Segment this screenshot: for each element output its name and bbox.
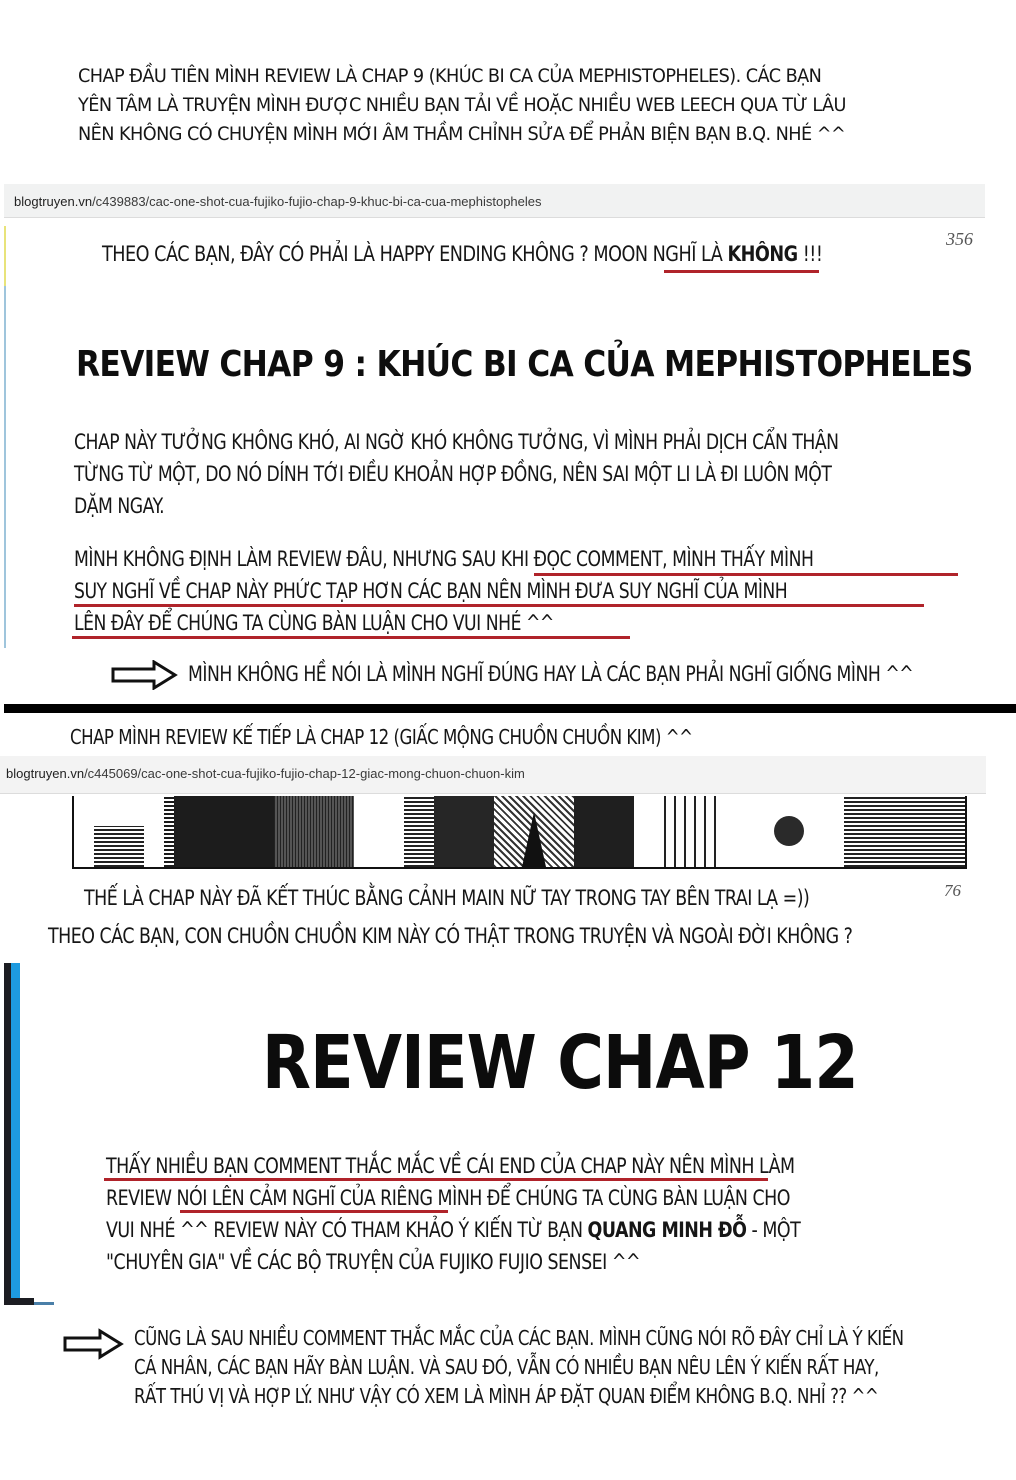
- chap12-caption-2: THEO CÁC BẠN, CON CHUỒN CHUỒN KIM NÀY CÓ THẬT TRONG TRUYỆN VÀ NGOÀI ĐỜI KHÔNG ?: [48, 924, 853, 948]
- page-number-76: 76: [944, 881, 961, 900]
- url-bar-chap12[interactable]: [0, 756, 986, 794]
- underline-p2-2: [74, 604, 924, 607]
- chap12-paragraph: THẤY NHIỀU BẠN COMMENT THẮC MẮC VỀ CÁI END CỦA CHAP NÀY NÊN MÌNH LÀM REVIEW NÓI LÊN CẢM NGHĨ CỦA RIÊNG MÌNH ĐỂ CHÚNG TA CÙNG BÀN LUẬN CHO VUI NHÉ ^^ REVIEW NÀY CÓ THAM KHẢO Ý KIẾN TỪ BẠN QUANG MINH ĐỖ - MỘT "CHUYÊN GIA" VỀ CÁC BỘ TRUYỆN CỦA FUJIKO FUJIO SENSEI ^^: [106, 1154, 801, 1274]
- intro-text: [78, 62, 846, 149]
- underline-p2-1: [534, 573, 958, 576]
- arrow-right-icon: [110, 660, 178, 690]
- side-bar-accent: [4, 963, 11, 1305]
- intro-line: CHAP ĐẦU TIÊN MÌNH REVIEW LÀ CHAP 9 (KHÚC BI CA CỦA MEPHISTOPHELES). CÁC BẠN: [78, 65, 822, 87]
- chap9-heading: REVIEW CHAP 9 : KHÚC BI CA CỦA MEPHISTOPHELES: [76, 344, 973, 385]
- manga-panel-image: [72, 796, 967, 869]
- underline-p2-3: [72, 636, 630, 639]
- arrow-right-icon: [62, 1328, 124, 1360]
- url-bar-chap9[interactable]: [4, 184, 985, 218]
- underline-moon: [664, 270, 819, 273]
- side-bar-bottom-tail: [34, 1302, 54, 1305]
- side-bar-blue: [11, 963, 20, 1299]
- page-number-356: 356: [946, 229, 973, 249]
- bold-name: QUANG MINH ĐỖ: [587, 1218, 747, 1242]
- chap12-caption-1: THẾ LÀ CHAP NÀY ĐÃ KẾT THÚC BẰNG CẢNH MAIN NỮ TAY TRONG TAY BÊN TRAI LẠ =)): [84, 886, 810, 910]
- url-text[interactable]: blogtruyen.vn/c439883/cac-one-shot-cua-fujiko-fujio-chap-9-khuc-bi-ca-cua-mephistopheles: [14, 194, 542, 209]
- chap9-question: THEO CÁC BẠN, ĐÂY CÓ PHẢI LÀ HAPPY ENDING KHÔNG ? MOON NGHĨ LÀ KHÔNG !!!: [102, 242, 823, 266]
- chap12-heading: REVIEW CHAP 12: [262, 1020, 858, 1106]
- intro-line: YÊN TÂM LÀ TRUYỆN MÌNH ĐƯỢC NHIỀU BẠN TẢI VỀ HOẶC NHIỀU WEB LEECH QUA TỪ LÂU: [78, 94, 846, 116]
- chap9-paragraph-2: MÌNH KHÔNG ĐỊNH LÀM REVIEW ĐÂU, NHƯNG SAU KHI ĐỌC COMMENT, MÌNH THẤY MÌNH SUY NGHĨ VỀ CHAP NÀY PHỨC TẠP HƠN CÁC BẠN NÊN MÌNH ĐƯA SUY NGHĨ CỦA MÌNH LÊN ĐÂY ĐỂ CHÚNG TA CÙNG BÀN LUẬN CHO VUI NHÉ ^^: [74, 547, 814, 635]
- chap12-intro: CHAP MÌNH REVIEW KẾ TIẾP LÀ CHAP 12 (GIẤC MỘNG CHUỒN CHUỒN KIM) ^^: [70, 725, 693, 749]
- intro-line: NÊN KHÔNG CÓ CHUYỆN MÌNH MỚI ÂM THẦM CHỈNH SỬA ĐỂ PHẢN BIỆN BẠN B.Q. NHÉ ^^: [78, 123, 846, 145]
- underlined-phrase: MOON NGHĨ LÀ: [593, 242, 728, 266]
- url-text[interactable]: blogtruyen.vn/c445069/cac-one-shot-cua-fujiko-fujio-chap-12-giac-mong-chuon-chuon-kim: [6, 766, 525, 781]
- chap9-note: MÌNH KHÔNG HỀ NÓI LÀ MÌNH NGHĨ ĐÚNG HAY LÀ CÁC BẠN PHẢI NGHĨ GIỐNG MÌNH ^^: [188, 662, 914, 686]
- underline-c12-2: [180, 1210, 448, 1213]
- side-bar-bottom: [4, 1298, 34, 1305]
- section-divider: [4, 704, 1016, 713]
- scan-border-left: [4, 226, 6, 648]
- underline-c12-1: [104, 1178, 768, 1181]
- chap12-note: CŨNG LÀ SAU NHIỀU COMMENT THẮC MẮC CỦA CÁC BẠN. MÌNH CŨNG NÓI RÕ ĐÂY CHỈ LÀ Ý KIẾN CÁ NHÂN, CÁC BẠN HÃY BÀN LUẬN. VÀ SAU ĐÓ, VẪN CÓ NHIỀU BẠN NÊU LÊN Ý KIẾN RẤT HAY, RẤT THÚ VỊ VÀ HỢP LÝ. NHƯ VẬY CÓ XEM LÀ MÌNH ÁP ĐẶT QUAN ĐIỂM KHÔNG B.Q. NHỈ ?? ^^: [134, 1326, 904, 1408]
- chap9-paragraph-1: CHAP NÀY TƯỞNG KHÔNG KHÓ, AI NGỜ KHÓ KHÔNG TƯỞNG, VÌ MÌNH PHẢI DỊCH CẨN THẬN TỪNG TỪ MỘT, DO NÓ DÍNH TỚI ĐIỀU KHOẢN HỢP ĐỒNG, NÊN SAI MỘT LI LÀ ĐI LUÔN MỘT DẶM NGAY.: [74, 430, 839, 518]
